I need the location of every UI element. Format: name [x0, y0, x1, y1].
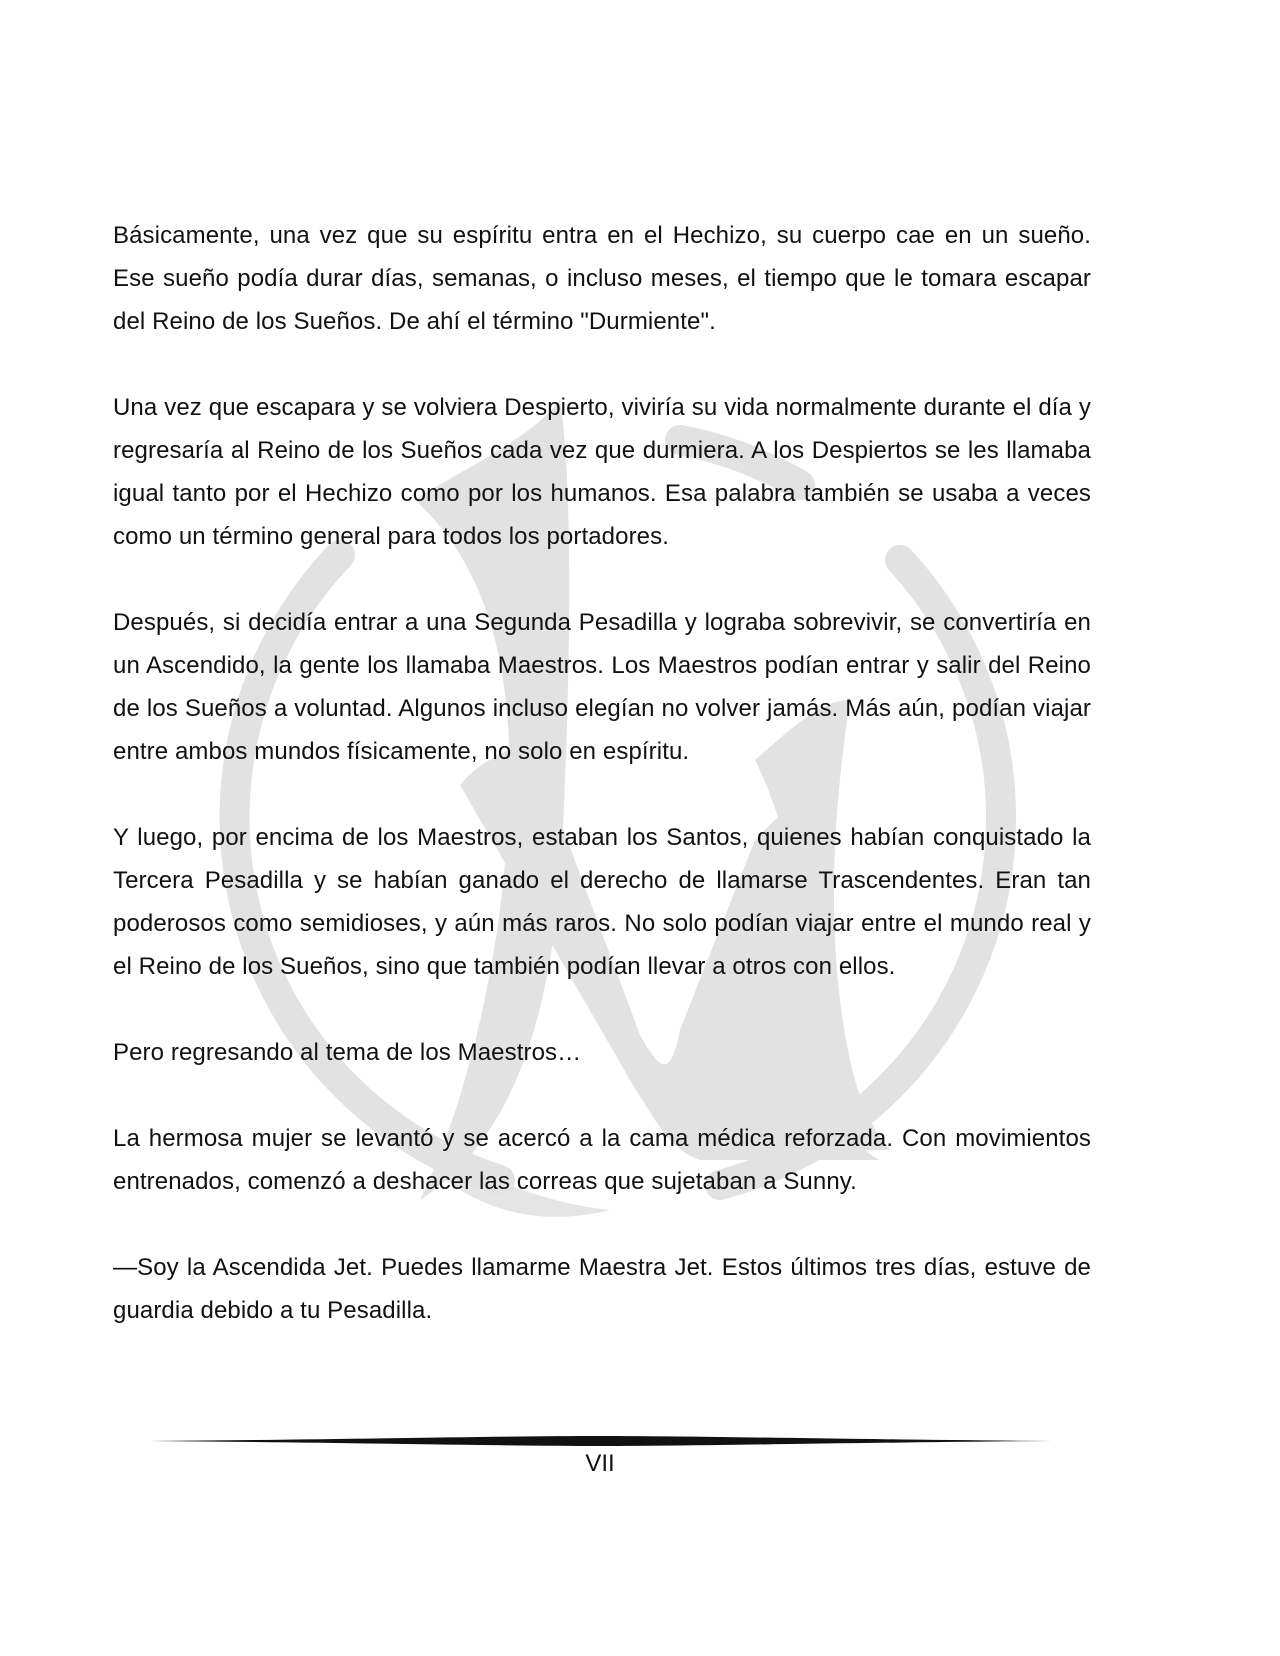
paragraph-1: Básicamente, una vez que su espíritu entra en el Hechizo, su cuerpo cae en un sueño. Ese sueño podía durar días, semanas, o incluso meses, el tiempo que le tomara escapar del Reino de los Sueños. De ahí el término "Durmiente". [113, 222, 1091, 335]
footer-divider [150, 1435, 1052, 1447]
paragraph-7: —Soy la Ascendida Jet. Puedes llamarme Maestra Jet. Estos últimos tres días, estuve de guardia debido a tu Pesadilla. [113, 1254, 1091, 1324]
paragraph-2: Una vez que escapara y se volviera Despierto, viviría su vida normalmente durante el día y regresaría al Reino de los Sueños cada vez que durmiera. A los Despiertos se les llamaba igual tanto por el Hechizo como por los humanos. Esa palabra también se usaba a veces como un término general para todos los portadores. [113, 394, 1091, 550]
paragraph-6: La hermosa mujer se levantó y se acercó a la cama médica reforzada. Con movimientos entrenados, comenzó a deshacer las correas que sujetaban a Sunny. [113, 1125, 1091, 1195]
paragraph-5: Pero regresando al tema de los Maestros… [113, 1039, 582, 1066]
page-body [113, 214, 1091, 1375]
paragraph-4: Y luego, por encima de los Maestros, estaban los Santos, quienes habían conquistado la Tercera Pesadilla y se habían ganado el derecho de llamarse Trascendentes. Eran tan poderosos como semidioses, y aún más raros. No solo podían viajar entre el mundo real y el Reino de los Sueños, sino que también podían llevar a otros con ellos. [113, 824, 1091, 980]
page-number: VII [585, 1450, 615, 1477]
paragraph-3: Después, si decidía entrar a una Segunda Pesadilla y lograba sobrevivir, se convertiría en un Ascendido, la gente los llamaba Maestros. Los Maestros podían entrar y salir del Reino de los Sueños a voluntad. Algunos incluso elegían no volver jamás. Más aún, podían viajar entre ambos mundos físicamente, no solo en espíritu. [113, 609, 1091, 765]
